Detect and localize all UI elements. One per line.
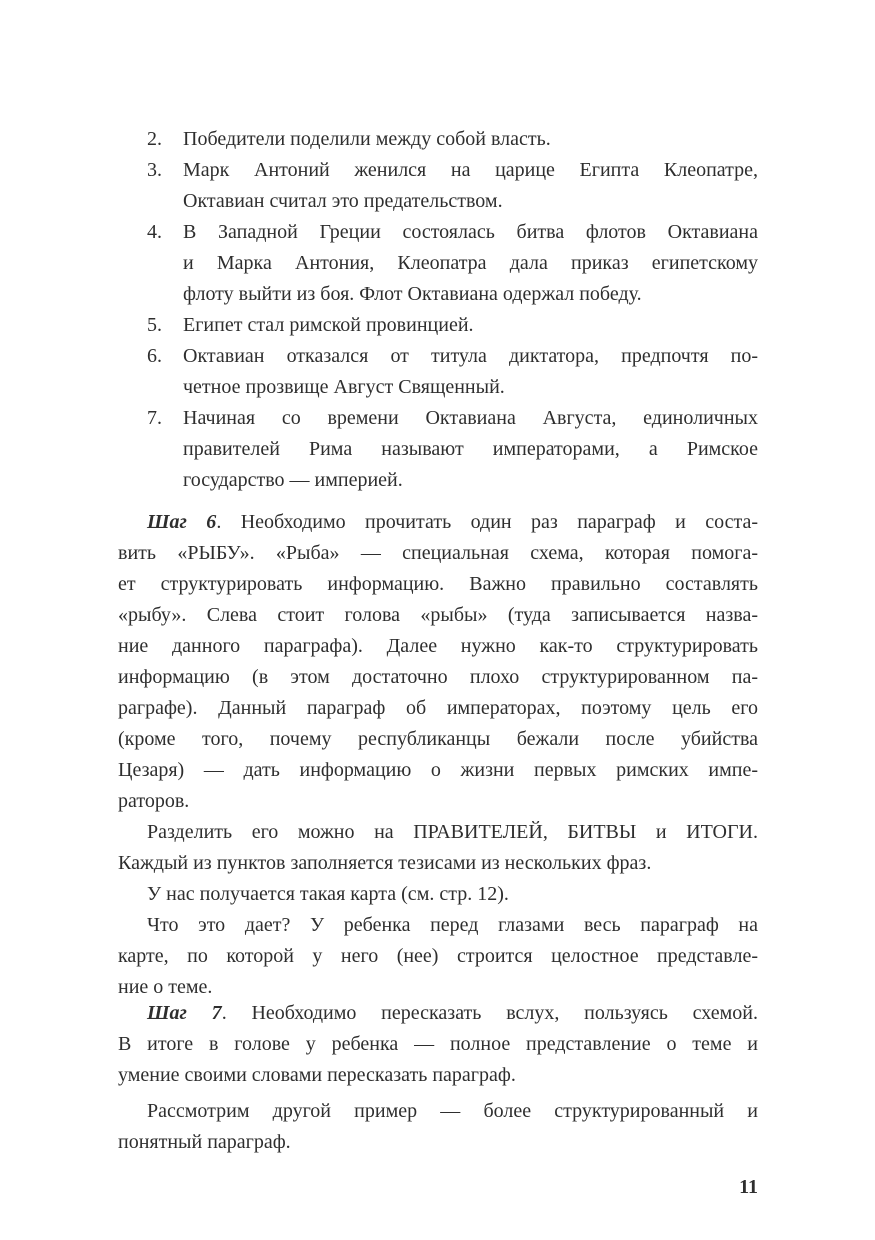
text-line: В Западной Греции состоялась битва флотов Октавиана	[183, 221, 758, 243]
text-line: раграфе). Данный параграф об императорах, поэтому цель его	[118, 697, 758, 719]
list-item-number: 6.	[147, 345, 162, 367]
step-6-section	[118, 507, 758, 1003]
text-line: Октавиан считал это предательством.	[183, 190, 503, 212]
text-line: Октавиан отказался от титула диктатора, предпочтя по-	[183, 345, 758, 367]
text-line: Каждый из пунктов заполняется тезисами из нескольких фраз.	[118, 852, 652, 874]
page-number: 11	[739, 1176, 758, 1198]
text-line: Победители поделили между собой власть.	[183, 128, 551, 150]
text-line: правителей Рима называют императорами, а Римское	[183, 438, 758, 460]
list-item	[118, 155, 758, 217]
text-line: умение своими словами пересказать параграф.	[118, 1064, 516, 1086]
paragraph	[118, 879, 758, 910]
text-line-body: Необходимо пересказать вслух, пользуясь схемой.	[251, 1002, 759, 1024]
text-line: понятный параграф.	[118, 1131, 291, 1153]
text-line: государство — империей.	[183, 469, 403, 491]
text-line: Что это дает? У ребенка перед глазами весь параграф на	[147, 914, 758, 936]
text-line: карте, по которой у него (нее) строится целостное представле-	[118, 945, 758, 967]
paragraph	[118, 998, 758, 1091]
text-line: ние о теме.	[118, 976, 213, 998]
text-line: (кроме того, почему республиканцы бежали после убийства	[118, 728, 758, 750]
text-line: и Марка Антония, Клеопатра дала приказ египетскому	[183, 252, 758, 274]
list-item	[118, 403, 758, 496]
text-line: У нас получается такая карта (см. стр. 12).	[147, 883, 509, 905]
text-line: раторов.	[118, 790, 190, 812]
text-line: Цезаря) — дать информацию о жизни первых римских импе-	[118, 759, 758, 781]
text-line: ние данного параграфа). Далее нужно как-то структурировать	[118, 635, 758, 657]
list-item	[118, 124, 758, 155]
text-line: вить «РЫБУ». «Рыба» — специальная схема, которая помога-	[118, 542, 758, 564]
list-item-number: 7.	[147, 407, 162, 429]
list-item	[118, 310, 758, 341]
list-item-number: 2.	[147, 128, 162, 150]
text-line: Египет стал римской провинцией.	[183, 314, 474, 336]
step-7-section	[118, 998, 758, 1091]
paragraph	[118, 507, 758, 817]
text-line: ет структурировать информацию. Важно правильно составлять	[118, 573, 758, 595]
text-line: Шаг 6. Необходимо прочитать один раз параграф и соста-	[147, 511, 758, 533]
text-line: Шаг 7. Необходимо пересказать вслух, пользуясь схемой.	[147, 1002, 759, 1024]
paragraph	[118, 910, 758, 1003]
text-line: четное прозвище Август Священный.	[183, 376, 505, 398]
paragraph	[118, 1096, 758, 1158]
list-item-number: 5.	[147, 314, 162, 336]
list-item	[118, 217, 758, 310]
text-line: Разделить его можно на ПРАВИТЕЛЕЙ, БИТВЫ и ИТОГИ.	[147, 821, 758, 843]
text-line: «рыбу». Слева стоит голова «рыбы» (туда записывается назва-	[118, 604, 758, 626]
step-heading: Шаг 7	[147, 1002, 222, 1024]
text-line: В итоге в голове у ребенка — полное представление о теме и	[118, 1033, 758, 1055]
step-heading: Шаг 6	[147, 511, 217, 533]
numbered-list	[118, 124, 758, 496]
text-line-body: Необходимо прочитать один раз параграф и соста-	[240, 511, 758, 533]
text-line: Рассмотрим другой пример — более структурированный и	[147, 1100, 758, 1122]
list-item	[118, 341, 758, 403]
text-line: флоту выйти из боя. Флот Октавиана одержал победу.	[183, 283, 642, 305]
paragraph	[118, 817, 758, 879]
list-item-number: 4.	[147, 221, 162, 243]
text-line: Начиная со времени Октавиана Августа, единоличных	[183, 407, 758, 429]
text-line: информацию (в этом достаточно плохо структурированном па-	[118, 666, 758, 688]
text-line: Марк Антоний женился на царице Египта Клеопатре,	[183, 159, 758, 181]
list-item-number: 3.	[147, 159, 162, 181]
closing-paragraph	[118, 1096, 758, 1158]
